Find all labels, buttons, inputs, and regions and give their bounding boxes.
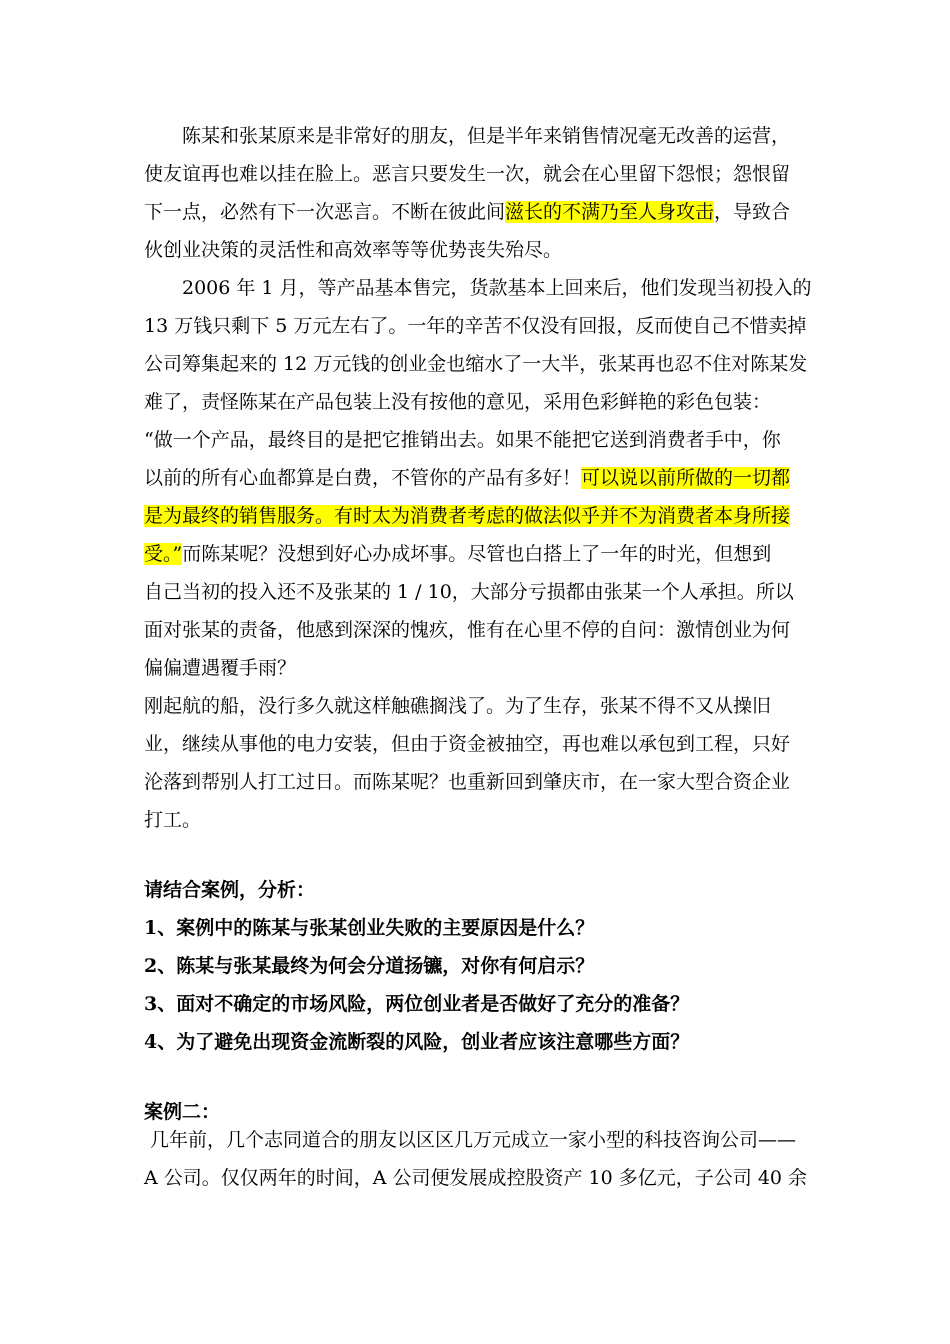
paragraph-line: 偏偏遭遇覆手雨？: [144, 657, 297, 679]
paragraph-line: [144, 465, 790, 491]
highlighted-text: 受。”: [144, 543, 183, 565]
questions-heading: 请结合案例，分析：: [144, 879, 316, 901]
paragraph-line: 几年前，几个志同道合的朋友以区区几万元成立一家小型的科技咨询公司——: [150, 1129, 797, 1151]
paragraph-line: 2006 年 1 月，等产品基本售完，货款基本上回来后，他们发现当初投入的: [182, 277, 812, 299]
text-span: ，导致合: [714, 201, 791, 223]
case-heading: 案例二：: [144, 1101, 221, 1123]
highlighted-text: 滋长的不满乃至人身攻击: [505, 201, 715, 223]
paragraph-line: 公司筹集起来的 12 万元钱的创业金也缩水了一大半，张某再也忍不住对陈某发: [144, 353, 808, 375]
text-span: 以前的所有心血都算是白费，不管你的产品有多好！: [144, 467, 582, 489]
paragraph-line: 业，继续从事他的电力安装，但由于资金被抽空，再也难以承包到工程，只好: [144, 733, 791, 755]
question-item: 3、面对不确定的市场风险，两位创业者是否做好了充分的准备？: [144, 993, 690, 1015]
text-span: 下一点，必然有下一次恶言。不断在彼此间: [144, 201, 506, 223]
paragraph-line: 沦落到帮别人打工过日。而陈某呢？也重新回到肇庆市，在一家大型合资企业: [144, 771, 791, 793]
paragraph-line: A 公司。仅仅两年的时间，A 公司便发展成控股资产 10 多亿元，子公司 40 余: [144, 1167, 808, 1189]
paragraph-line: 自己当初的投入还不及张某的 1 / 10，大部分亏损都由张某一个人承担。所以: [144, 581, 794, 603]
paragraph-line: [144, 199, 790, 225]
paragraph-line: 面对张某的责备，他感到深深的愧疚，惟有在心里不停的自问：激情创业为何: [144, 619, 791, 641]
paragraph-line: 使友谊再也难以挂在脸上。恶言只要发生一次，就会在心里留下怨恨；怨恨留: [144, 163, 791, 185]
question-item: 2、陈某与张某最终为何会分道扬镳，对你有何启示？: [144, 955, 595, 977]
text-span: 而陈某呢？没想到好心办成坏事。尽管也白搭上了一年的时光，但想到: [182, 543, 772, 565]
paragraph-line: [144, 503, 790, 529]
question-item: 4、为了避免出现资金流断裂的风险，创业者应该注意哪些方面？: [144, 1031, 690, 1053]
paragraph-line: “做一个产品，最终目的是把它推销出去。如果不能把它送到消费者手中，你: [144, 429, 781, 451]
paragraph-line: 13 万钱只剩下 5 万元左右了。一年的辛苦不仅没有回报，反而使自己不惜卖掉: [144, 315, 807, 337]
highlighted-text: 可以说以前所做的一切都: [581, 467, 791, 489]
paragraph-line: 伙创业决策的灵活性和高效率等等优势丧失殆尽。: [144, 239, 563, 261]
paragraph-line: [144, 541, 771, 567]
paragraph-line: 刚起航的船，没行多久就这样触礁搁浅了。为了生存，张某不得不又从操旧: [144, 695, 772, 717]
question-item: 1、案例中的陈某与张某创业失败的主要原因是什么？: [144, 917, 595, 939]
paragraph-line: 难了，责怪陈某在产品包装上没有按他的意见，采用色彩鲜艳的彩色包装：: [144, 391, 772, 413]
highlighted-text: 是为最终的销售服务。有时太为消费者考虑的做法似乎并不为消费者本身所接: [144, 505, 791, 527]
paragraph-line: 陈某和张某原来是非常好的朋友，但是半年来销售情况毫无改善的运营，: [182, 125, 791, 147]
paragraph-line: 打工。: [144, 809, 202, 831]
